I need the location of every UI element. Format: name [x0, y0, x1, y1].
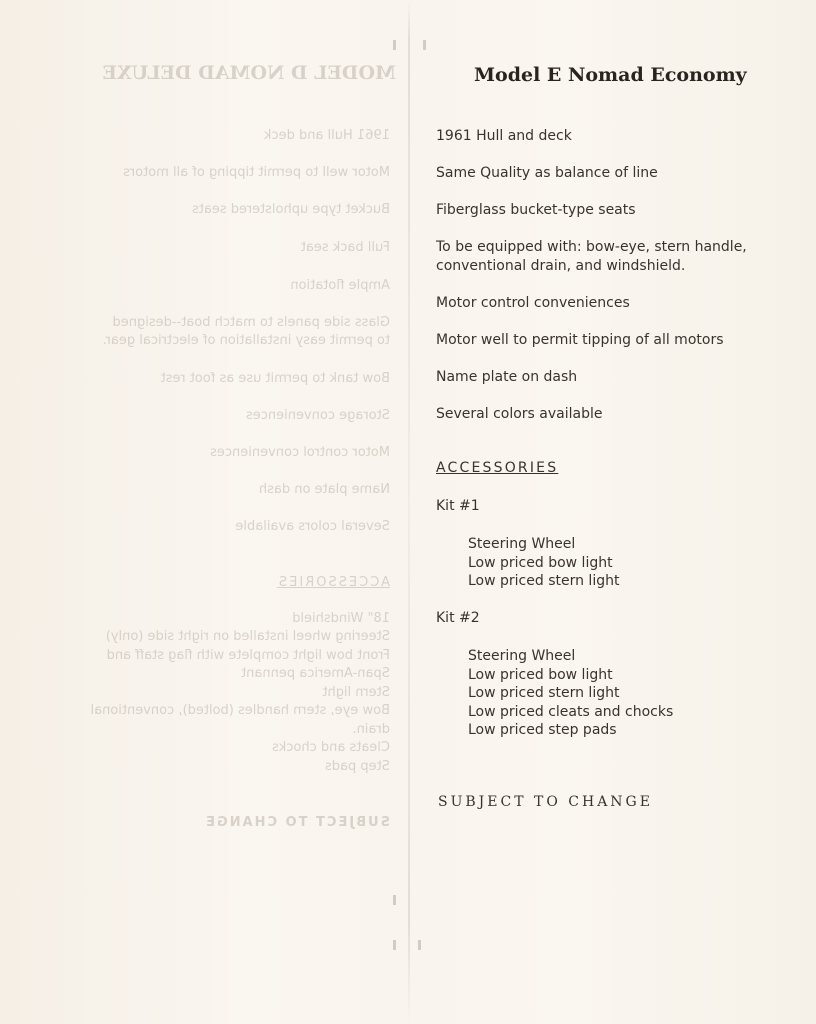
bleed-accessory: Steering wheel installed on right side (only): [105, 629, 390, 644]
kit-item: Low priced stern light: [468, 573, 620, 589]
fold-mark: [393, 940, 396, 950]
kit-1-label: Kit #1: [436, 498, 480, 514]
bleed-line: Name plate on dash: [258, 482, 390, 497]
kit-item: Steering Wheel: [468, 648, 576, 664]
feature-item: To be equipped with: bow-eye, stern handle,: [436, 239, 747, 255]
bleed-line: 1961 Hull and deck: [263, 128, 390, 143]
bleed-line: Several colors available: [235, 519, 390, 534]
bleed-accessory: Bow eye, stern handles (bolted), conventional: [90, 703, 390, 718]
fold-mark: [393, 895, 396, 905]
bleed-accessory: Front bow light complete with flag staff and: [106, 648, 390, 663]
kit-2-label: Kit #2: [436, 610, 480, 626]
feature-item: Several colors available: [436, 406, 603, 422]
kit-1-items: [468, 535, 619, 591]
kit-item: Low priced step pads: [468, 722, 617, 738]
bleed-line: to permit easy installation of electrical gear.: [102, 333, 390, 348]
bleed-line: Glass side panels to match boat--designed: [112, 315, 390, 330]
feature-item: Motor control conveniences: [436, 295, 630, 311]
center-fold: [408, 0, 410, 1024]
feature-item: Motor well to permit tipping of all motors: [436, 332, 724, 348]
fold-mark: [393, 40, 396, 50]
bleed-subject: SUBJECT TO CHANGE: [204, 815, 390, 830]
bleed-line: Motor control conveniences: [210, 445, 390, 460]
fold-mark: [418, 940, 421, 950]
bleed-accessory: drain.: [352, 722, 390, 737]
bleed-line: Bow tank to permit use as foot rest: [160, 371, 390, 386]
bleed-line: Storage conveniences: [245, 408, 390, 423]
subject-to-change-note: SUBJECT TO CHANGE: [438, 794, 653, 810]
bleed-line: Ample flotation: [290, 278, 390, 293]
bleed-accessory: 18" Windshield: [292, 611, 390, 626]
bleed-line: Motor well to permit tipping of all motors: [123, 165, 390, 180]
bleed-line: Full back seat: [300, 240, 390, 255]
bleed-accessory: Cleats and chocks: [271, 740, 390, 755]
feature-item: Fiberglass bucket-type seats: [436, 202, 636, 218]
page-title: Model E Nomad Economy: [474, 64, 747, 86]
kit-item: Low priced bow light: [468, 554, 613, 571]
feature-item: Same Quality as balance of line: [436, 165, 658, 181]
feature-item: Name plate on dash: [436, 369, 578, 385]
bleed-accessory: Stern light: [322, 685, 390, 700]
bleed-accessories-heading: ACCESSORIES: [276, 575, 390, 590]
feature-item: conventional drain, and windshield.: [436, 258, 686, 274]
fold-mark: [423, 40, 426, 50]
bleed-accessory: Span-America pennant: [241, 666, 390, 681]
kit-item: Low priced cleats and chocks: [468, 703, 674, 720]
kit-item: Low priced bow light: [468, 666, 613, 683]
kit-item: Low priced stern light: [468, 685, 620, 701]
kit-item: Steering Wheel: [468, 536, 576, 552]
kit-2-items: [468, 647, 673, 740]
bleed-title: MODEL D NOMAD DELUXE: [102, 62, 396, 84]
bleed-line: Bucket type upholstered seats: [192, 202, 390, 217]
feature-item: 1961 Hull and deck: [436, 128, 572, 144]
bleed-accessory: Step pads: [325, 759, 390, 774]
accessories-heading: ACCESSORIES: [436, 460, 559, 476]
